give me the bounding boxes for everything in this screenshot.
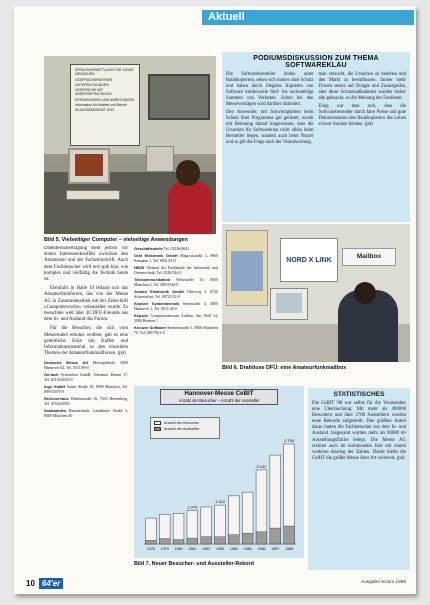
x-tick-label: 1987 bbox=[271, 547, 280, 551]
chart-svg bbox=[134, 386, 304, 558]
x-tick-label: 1981 bbox=[188, 547, 197, 551]
address-entry: Rechnerhaus Wahlenstraße 16, 7033 Herrenberg, Tel. 07032/6050 bbox=[44, 396, 128, 407]
x-tick-label: 1986 bbox=[257, 547, 266, 551]
bar-value-label: 1.070 bbox=[187, 504, 198, 510]
statistics-text: Die CeBIT '88 war selbst für die Veranstalter eine Überraschung: Mit mehr als 490000 Besuchern und über 2700 Ausstellern wurden neue Rekorde aufgestellt. Den größten Anteil daran hatten die Fachbesucher aus dem In- und Ausland. Insgesamt wurden mehr als 96000 m² Ausstellungsfläche belegt. Die Messe AG rechnet auch im kommenden Jahr mit einem weiteren Anstieg der Zahlen. Damit bleibt die CeBIT die größte Messe ihrer Art weltweit. (pd) bbox=[312, 401, 406, 461]
address-entry: Kepsler Systemtechnik Sternstraße 4, 3000 Hannover 1, Tel. 0511/44-0 bbox=[134, 301, 218, 311]
legend-item-besucher: Anzahl der Besucher bbox=[154, 420, 216, 426]
section-banner: Aktuell bbox=[202, 10, 414, 25]
x-tick-label: 1984 bbox=[229, 547, 238, 551]
address-entry: Inge GmbH Sutzer Straße 50, 8000 München, Tel. 089/55070-0 bbox=[44, 384, 128, 395]
photo2-sign-brand: NORD X LINK bbox=[286, 257, 332, 264]
photo2-poster bbox=[226, 230, 268, 306]
magazine-logo: 64'er bbox=[39, 578, 63, 589]
photo2-sign bbox=[280, 238, 338, 282]
photo1-person-head bbox=[176, 160, 200, 186]
address-entry: Graf Elektronik GmbH Magirusstraße 3, 8960 Kempten 1, Tel. 0831/6111 bbox=[134, 253, 218, 263]
photo2-monitor bbox=[270, 288, 308, 320]
page-number: 10 bbox=[26, 579, 35, 588]
address-entry: Geschäftsstelle Tel. 02236/6041 bbox=[134, 246, 190, 251]
x-tick-label: 1982 bbox=[202, 547, 211, 551]
x-tick-label: 1983 bbox=[216, 547, 224, 551]
bar-value-label: 2.700 bbox=[284, 438, 295, 443]
bar-besucher bbox=[215, 537, 226, 544]
photo1-sign-line: GESPRÄCHE MIT ANDERSSPRACHIGEN bbox=[75, 88, 112, 97]
chart-title: Hannover-Messe CeBIT bbox=[184, 390, 254, 397]
photo1-sign-line: Information für Arbeiter und Berufe bbox=[75, 103, 128, 108]
podium-paragraph: Den Anwender, mit Schwierigkeiten beim Schutz ihrer Programme gut gerüstet, wurde mit Betonung darauf hingewiesen, dass die Ursachen für Softwareklau nicht allein beim Hersteller liegen, sondern auch beim Nutzer und so gilt die Frage nach der Verantwortung. bbox=[226, 110, 314, 145]
main-text-col2 bbox=[134, 246, 218, 382]
address-entry: Sarabandes Datentechnik, Landshuter Straße 3, 8000 München 40 bbox=[44, 408, 128, 419]
bar-besucher bbox=[284, 526, 295, 544]
photo1-sign-line: ERFAHRUNGEN UND ANREGUNGEN bbox=[75, 97, 135, 102]
issue-info: Ausgabe 5/Juni 1988 bbox=[360, 580, 406, 585]
bar-besucher bbox=[187, 538, 198, 544]
podium-paragraph: man versucht, die Ursachen zu beheben und den Markt zu beeinflussen. Immer mehr Firmen setzen auf Dongle und Zusatzgeräte, aber diese Schutzmaßnahmen wurden bisher alle geknackt, so die Meinung der Fachleute. bbox=[318, 72, 406, 101]
body-paragraph: Für die Besucher, die sich vom Messetrubel erholen wollten, gab es eine gemütliche Ecke mit Kaffee und Informationsmaterial zu den einzelnen Themen der Amateurfunkmailboxen. (pd) bbox=[44, 326, 128, 357]
legend-item-aussteller: Anzahl der Aussteller bbox=[154, 426, 216, 432]
podium-col2 bbox=[319, 72, 407, 148]
photo2-person-head bbox=[354, 282, 376, 304]
x-tick-label: 1985 bbox=[243, 547, 252, 551]
address-entry: Kreuzer Software Siemensstraße 1, 8000 München 70, Tel. 089/7821-0 bbox=[134, 325, 218, 335]
x-tick-label: 1978 bbox=[146, 547, 155, 551]
photo1-sign-line: UNTERSUCHUNGEN bbox=[75, 82, 109, 87]
address-entry: Telekommunikation Wehrstraße 33, 8000 München 2, Tel. 089/5544-0 bbox=[134, 277, 218, 287]
photo-computer-booth bbox=[44, 56, 216, 234]
main-text-col1 bbox=[44, 246, 128, 572]
photo1-caption: Bild 5. Vielseitiger Computer – vielseitige Anwendungen bbox=[44, 237, 188, 243]
photo1-monitor bbox=[68, 148, 110, 184]
bar-besucher bbox=[146, 540, 157, 544]
photo1-second-monitor bbox=[146, 146, 174, 172]
bar-besucher bbox=[173, 540, 184, 544]
chart-legend bbox=[150, 417, 220, 439]
photo2-mailbox-sign: Mailbox bbox=[342, 248, 396, 266]
photo1-person bbox=[168, 180, 212, 234]
chart-subtitle: Anzahl der Besucher – Anzahl der Aussteller bbox=[178, 398, 260, 403]
podium-title: PODIUMSDISKUSSION ZUM THEMA SOFTWAREKLAU bbox=[253, 55, 379, 69]
body-paragraph: Ebenfalls in Halle 19 befand sich das Amateurfunkforum, das von der Messe AG in Zusammenarbeit mit der Zeitschrift »Computerwoche« veranstaltet wurde. Es besuchten weit über 30 DFÜ-Freunde aus dem In- und Ausland das Forum. bbox=[44, 286, 128, 323]
chart-title-box bbox=[160, 389, 278, 405]
podium-paragraph: Einig war man sich, dass die Softwarehersteller durch faire Preise und gute Dokumentation den Raubkopierern das Leben schwer machen können. (pd) bbox=[318, 104, 406, 127]
address-entry: Kepsler Computerzentrum Aufbau, Am Wall 14, 3000 Bremen 1 bbox=[134, 313, 218, 323]
bar-value-label: 1.310 bbox=[214, 499, 226, 505]
bar-besucher bbox=[256, 532, 267, 544]
bar-besucher bbox=[270, 528, 281, 544]
photo1-sign-line: IM AUSSENDIENST 2010 bbox=[75, 108, 115, 113]
bar-besucher bbox=[228, 535, 239, 544]
bar-value-label: 2.142 bbox=[256, 463, 267, 469]
podium-paragraph: Die Softwarehersteller leiden unter Raubkopierern, sehen sich immer ohne Schutz und haben durch illegales Kopieren von Software mittlerweile fünf- bis sechsstellige Summen von Verlusten. Schon bei den Messevorträgen wird darüber diskutiert. bbox=[226, 72, 314, 107]
address-entry: Deutsche Messe AG Messegelände, 3000 Hannover 82, Tel. 0511/89-0 bbox=[44, 360, 128, 371]
address-entry: HEIDI Verband der Fachkunde der Informatik und Datentechnik, Tel. 0228/544-0 bbox=[134, 265, 218, 275]
bar-besucher bbox=[201, 537, 212, 544]
photo1-sign bbox=[70, 64, 140, 146]
magazine-page bbox=[14, 6, 416, 594]
photo-mailbox-booth bbox=[222, 224, 410, 362]
statistics-title: STATISTISCHES bbox=[333, 391, 385, 398]
photo1-sign-line: SPRACHVERMITTLUNG FÜR JUNGE MENSCHEN bbox=[75, 68, 134, 77]
podium-article bbox=[222, 52, 410, 222]
x-tick-label: 1988 bbox=[285, 547, 294, 551]
bar-besucher bbox=[242, 533, 253, 544]
address-entry: Jordan Elektronik GmbH Oberweg 5, 8720 Schweinfurt, Tel. 09721/52-0 bbox=[134, 289, 218, 299]
body-paragraph: Datenfernübertragung steht jedoch vor einem Interessenkonflikt zwischen den Amateuren und der Fachzeitschrift. Auch dem Fachbesucher wird erst spät klar, wie komplex und vielfältig die Technik heute ist. bbox=[44, 246, 128, 283]
page-footer-left bbox=[26, 578, 63, 589]
x-tick-label: 1979 bbox=[160, 547, 169, 551]
address-entry: Gerlach Systembau GmbH, Adenauer Damm 17, Tel. 02103/6018-0 bbox=[44, 372, 128, 383]
chart-caption: Bild 7. Neuer Besucher- und Aussteller-Rekord bbox=[134, 561, 254, 567]
podium-col1 bbox=[226, 72, 314, 148]
x-tick-label: 1980 bbox=[174, 547, 183, 551]
photo1-keyboard bbox=[66, 190, 120, 200]
photo1-board bbox=[148, 74, 210, 120]
bar-besucher bbox=[159, 539, 170, 544]
photo1-sign-line: GESPRÄCHSPARTNER bbox=[75, 77, 113, 82]
cebit-chart bbox=[134, 386, 304, 558]
statistics-box bbox=[308, 388, 410, 570]
photo2-caption: Bild 6. Drahtlose DFÜ: eine Amateurfunkmailbox bbox=[222, 365, 347, 371]
